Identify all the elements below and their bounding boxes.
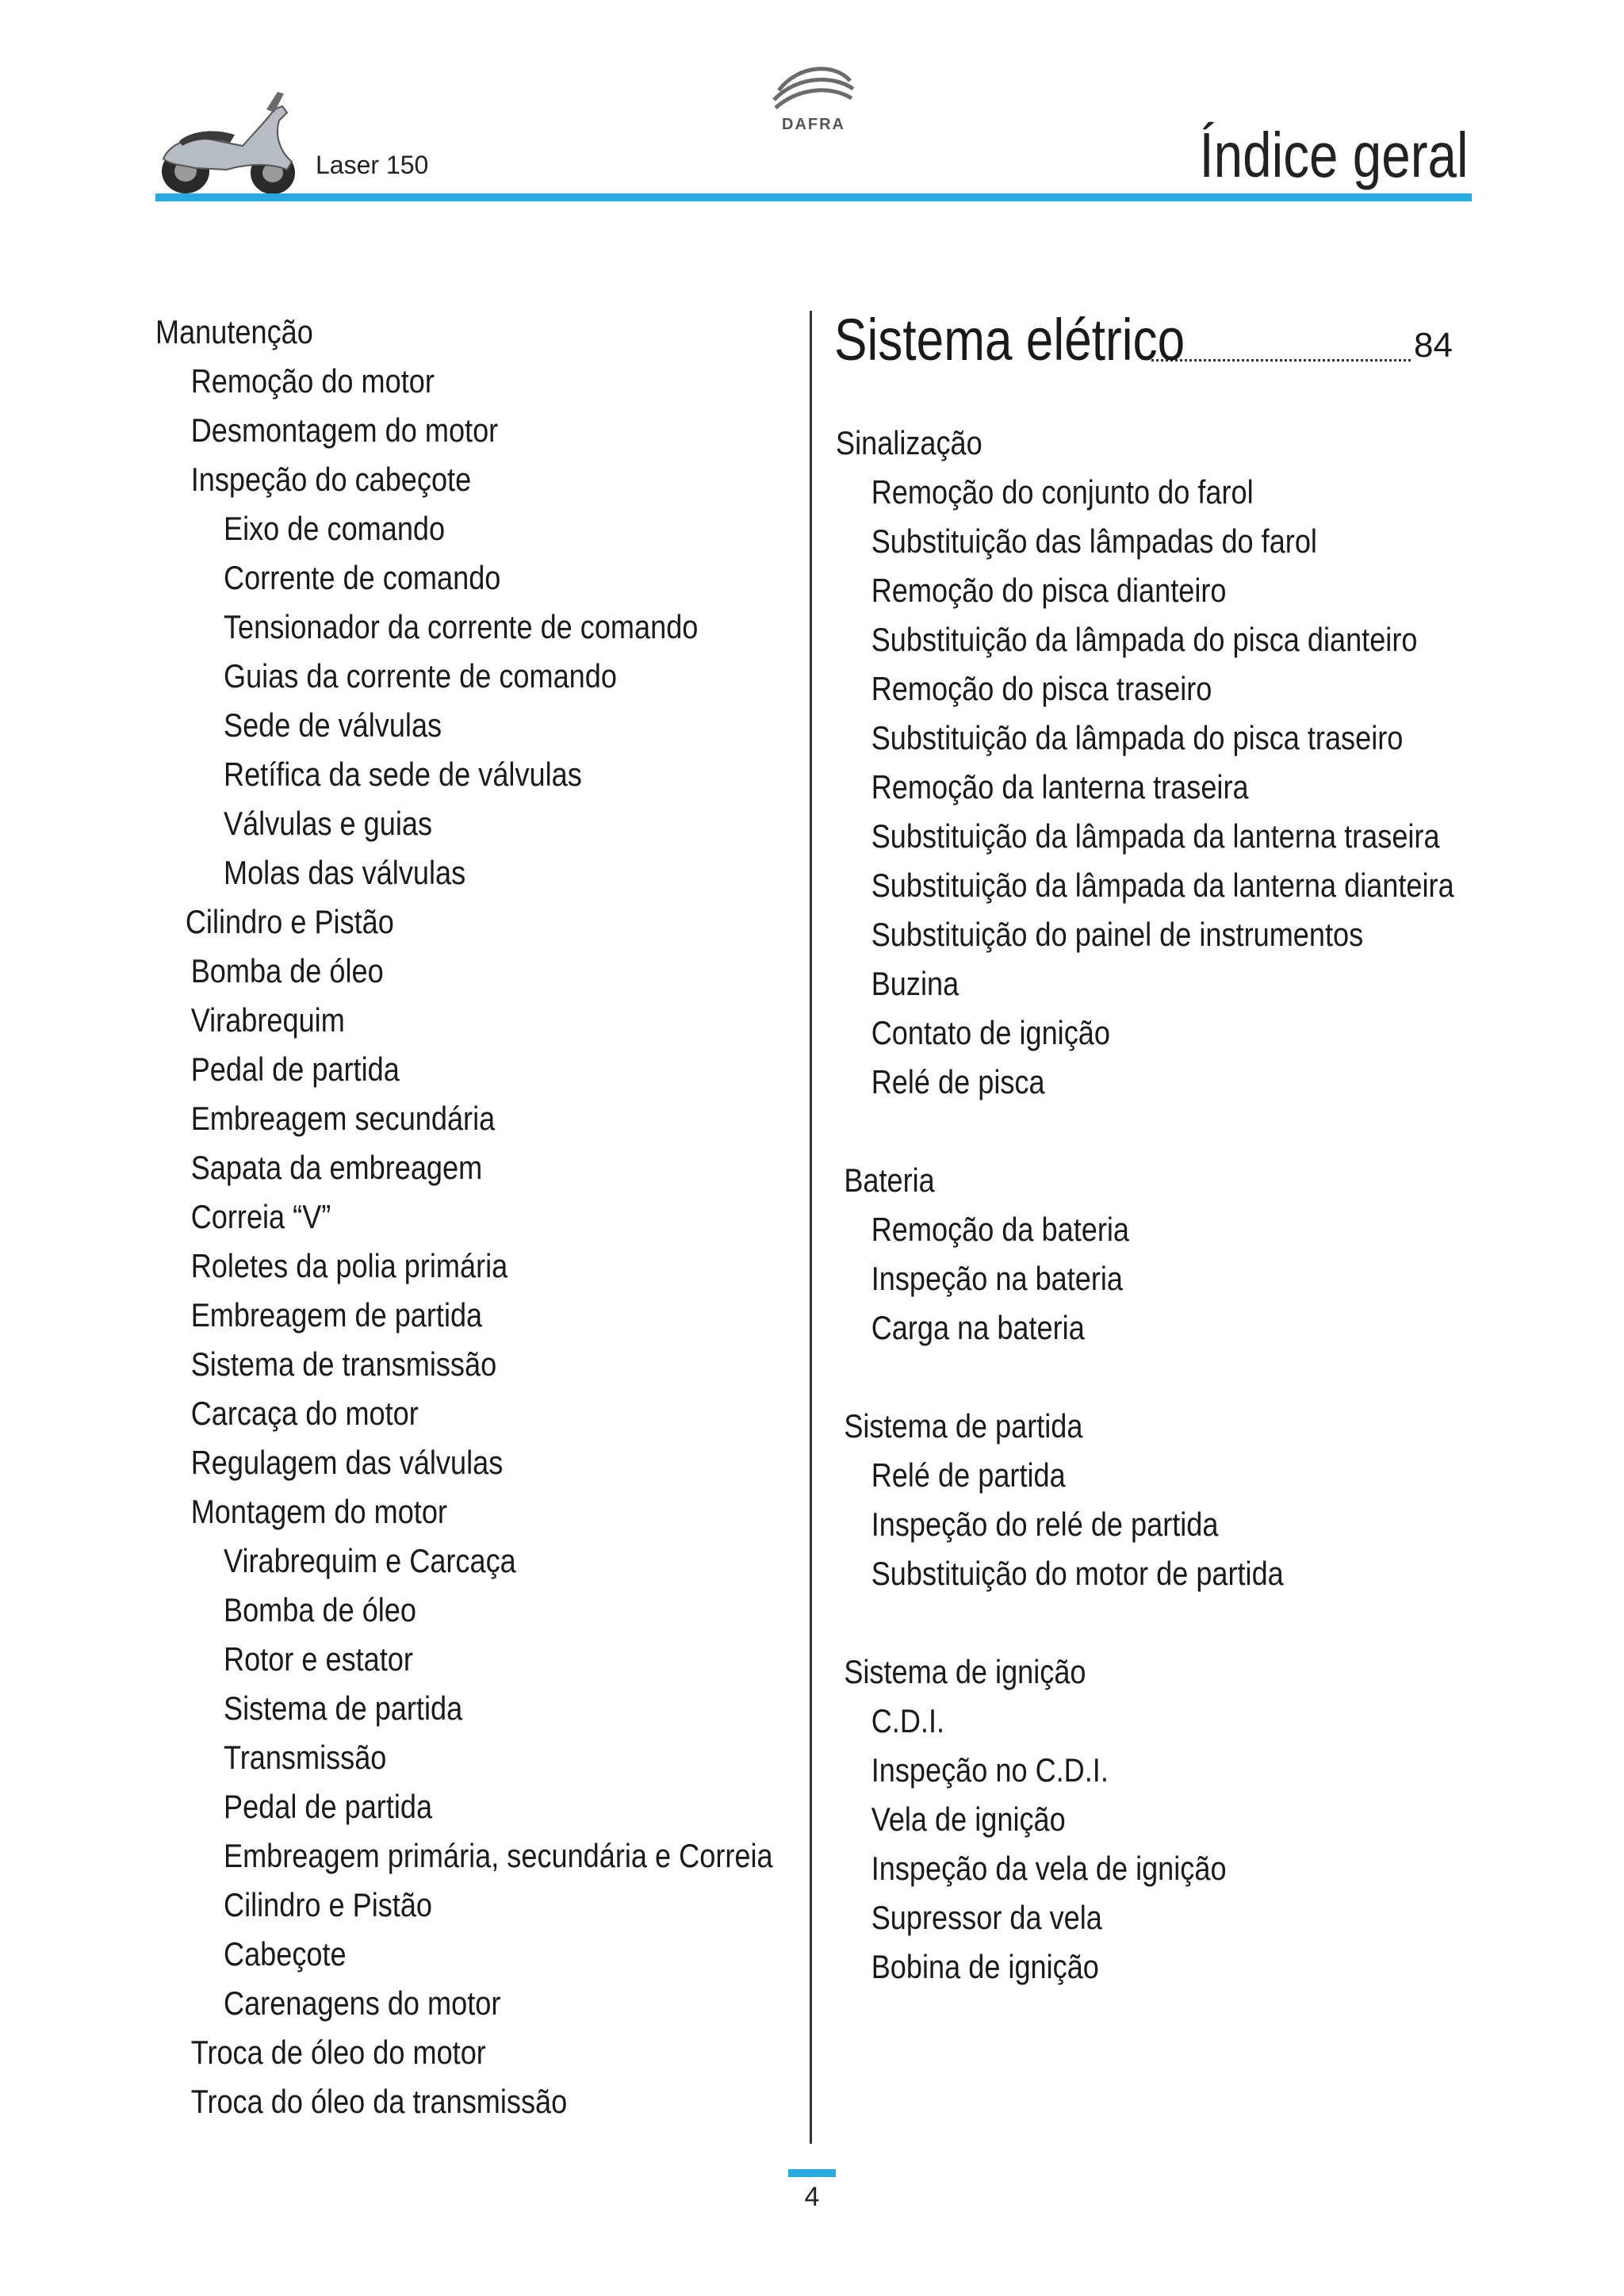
index-subentry: Cabeçote <box>224 1935 347 1973</box>
left-index-column <box>155 308 806 2126</box>
index-entry: Inspeção da vela de ignição <box>871 1850 1227 1887</box>
index-entry: Embreagem de partida <box>190 1296 483 1334</box>
index-subentry: Retífica da sede de válvulas <box>224 756 582 793</box>
header-rule <box>155 193 1472 201</box>
index-entry: Remoção do pisca dianteiro <box>871 572 1227 609</box>
index-subentry: Embreagem primária, secundária e Correia <box>224 1837 773 1874</box>
index-entry: Montagem do motor <box>190 1493 447 1530</box>
right-index-column <box>836 419 1486 1992</box>
index-entry: Inspeção na bateria <box>871 1260 1124 1297</box>
index-entry: Substituição da lâmpada da lanterna traseira <box>871 817 1440 855</box>
index-entry: Substituição da lâmpada do pisca traseiro <box>871 719 1404 756</box>
index-entry: Bobina de ignição <box>871 1948 1099 1985</box>
index-entry: Buzina <box>871 965 959 1002</box>
section-page-number: 84 <box>1414 326 1453 365</box>
brand-logo-text: DAFRA <box>782 116 845 133</box>
group-heading: Sistema de partida <box>844 1407 1083 1445</box>
index-subentry: Bomba de óleo <box>224 1591 416 1628</box>
index-entry: Vela de ignição <box>871 1800 1066 1838</box>
index-subentry: Pedal de partida <box>224 1788 433 1825</box>
index-entry: Embreagem secundária <box>190 1100 496 1137</box>
column-divider <box>810 311 812 2144</box>
index-subentry: Rotor e estator <box>224 1640 413 1678</box>
index-entry: Substituição do motor de partida <box>871 1555 1284 1592</box>
index-entry: Regulagem das válvulas <box>190 1444 504 1481</box>
index-entry: Inspeção do cabeçote <box>190 461 472 498</box>
index-entry: Bomba de óleo <box>190 952 384 989</box>
index-subentry: Sede de válvulas <box>224 706 442 744</box>
index-entry: Substituição do painel de instrumentos <box>871 916 1364 953</box>
index-subentry: Molas das válvulas <box>224 854 466 891</box>
index-subentry: Corrente de comando <box>224 559 501 596</box>
index-entry: Inspeção no C.D.I. <box>871 1751 1109 1789</box>
index-entry: Remoção da bateria <box>871 1211 1130 1248</box>
index-entry: Carcaça do motor <box>190 1395 419 1432</box>
index-heading: Manutenção <box>155 313 313 350</box>
index-subentry: Sistema de partida <box>224 1689 463 1727</box>
index-entry: Pedal de partida <box>190 1050 400 1088</box>
index-entry: Troca de óleo do motor <box>190 2034 486 2071</box>
index-entry: Roletes da polia primária <box>190 1247 508 1284</box>
index-entry: Cilindro e Pistão <box>185 903 394 940</box>
page-title: Índice geral <box>1199 120 1469 190</box>
index-entry: Relé de pisca <box>871 1063 1045 1100</box>
section-title: Sistema elétrico <box>834 307 1185 373</box>
index-entry: C.D.I. <box>871 1702 945 1739</box>
index-entry: Remoção do motor <box>190 362 435 400</box>
section-heading <box>834 304 1453 376</box>
index-entry: Substituição das lâmpadas do farol <box>871 522 1317 560</box>
index-entry: Remoção da lanterna traseira <box>871 768 1249 806</box>
group-spacer <box>836 1598 1486 1647</box>
group-heading: Sinalização <box>836 424 982 461</box>
scooter-illustration <box>147 86 306 197</box>
index-subentry: Cilindro e Pistão <box>224 1886 432 1923</box>
index-entry: Troca do óleo da transmissão <box>190 2083 568 2120</box>
index-entry: Supressor da vela <box>871 1899 1102 1936</box>
index-entry: Sistema de transmissão <box>190 1345 497 1383</box>
index-entry: Remoção do pisca traseiro <box>871 670 1212 707</box>
index-entry: Virabrequim <box>190 1001 345 1039</box>
index-entry: Inspeção do relé de partida <box>871 1506 1219 1543</box>
group-spacer <box>836 1107 1486 1156</box>
index-entry: Contato de ignição <box>871 1014 1110 1051</box>
group-heading: Sistema de ignição <box>844 1653 1086 1690</box>
index-subentry: Carenagens do motor <box>224 1984 501 2022</box>
index-subentry: Guias da corrente de comando <box>224 657 617 695</box>
index-entry: Carga na bateria <box>871 1309 1085 1346</box>
index-subentry: Transmissão <box>224 1739 387 1776</box>
group-spacer <box>836 1353 1486 1402</box>
index-subentry: Virabrequim e Carcaça <box>224 1542 516 1579</box>
footer-accent-bar <box>788 2169 836 2177</box>
index-entry: Sapata da embreagem <box>190 1149 483 1186</box>
index-subentry: Eixo de comando <box>224 510 446 547</box>
index-subentry: Tensionador da corrente de comando <box>224 608 699 645</box>
dot-leader <box>1151 358 1411 362</box>
group-heading: Bateria <box>844 1161 935 1199</box>
page-header <box>0 0 1624 206</box>
index-entry: Remoção do conjunto do farol <box>871 473 1254 511</box>
index-entry: Substituição da lâmpada da lanterna dianteira <box>871 867 1454 904</box>
index-entry: Desmontagem do motor <box>190 411 499 449</box>
index-entry: Correia “V” <box>190 1198 331 1235</box>
index-subentry: Válvulas e guias <box>224 805 433 842</box>
index-entry: Substituição da lâmpada do pisca dianteiro <box>871 621 1418 658</box>
model-name: Laser 150 <box>316 151 429 179</box>
page-number: 4 <box>804 2182 820 2212</box>
index-entry: Relé de partida <box>871 1456 1066 1494</box>
